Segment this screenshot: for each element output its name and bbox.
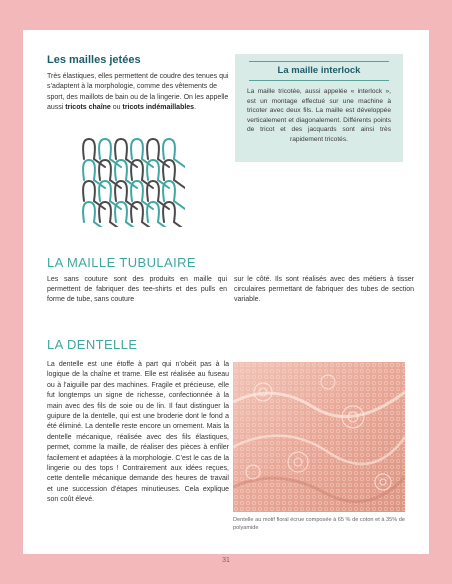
lace-fabric-photo — [233, 362, 405, 512]
section-body-mailles-jetees: Très élastiques, elles permettent de coudre des tenues qui s’adaptent à la morphologie, comme des vêtements de sport, des maillots de bain ou de la lingerie. On les appelle aussi tricots chaîne ou tricots indémaillables. — [47, 73, 229, 111]
tubulaire-text-right: sur le côté. Ils sont réalisés avec des métiers à tisser circulaires permettant de fabriquer des tubes de section variable. — [234, 276, 414, 303]
dentelle-body: La dentelle est une étoffe à part qui n’obéit pas à la logique de la chaîne et trame. Elle est réalisée au fuseau ou à l’aiguille par des machines. Fragile et précieuse, elle fut longtemps un signe de richesse, confectionnée à la main avec des fils de soie ou de lin. Il faut distinguer la guipure de la dentelle, qui est une broderie dont le fond a été éliminé. La dentelle reste encore un ornement. Mais la dentelle mécanique, réalisée avec des fils élastiques, permet, comme la maille, de réaliser des pièces à enfiler facilement et adaptées à la morphologie. C’est le cas de la lingerie ou des tops ! Contrairement aux idées reçues, cette dentelle mécanique demande des heures de travail et une succession d’étapes minutieuses. Cela explique son coût élevé. — [47, 361, 229, 504]
sidebar-body: La maille tricotée, aussi appelée « interlock », est un montage effectué sur une machine à tricoter avec deux fils. La maille est développée verticalement et diagonalement. Différents points de tricot et des jacquards sont ainsi très rapidement tricotés. — [247, 88, 391, 143]
section-title-mailles-jetees: Les mailles jetées — [47, 54, 141, 66]
sidebar-box-interlock — [235, 54, 403, 162]
book-page — [23, 30, 429, 554]
sidebar-rule-bottom — [249, 80, 389, 81]
warp-knit-diagram — [81, 135, 185, 227]
heading-maille-tubulaire: LA MAILLE TUBULAIRE — [47, 255, 196, 270]
photo-caption: Dentelle au motif floral écrue composée à 65 % de coton et à 35% de polyamide — [233, 517, 405, 531]
heading-dentelle: LA DENTELLE — [47, 337, 138, 352]
tubulaire-text-left: Les sans couture sont des produits en maille qui permettent de fabriquer des tee-shirts et des pulls en forme de tube, sans couture — [47, 276, 227, 303]
sidebar-title: La maille interlock — [277, 65, 361, 76]
page-number: 31 — [222, 557, 230, 564]
bold-term-tricots-indemaillables: tricots indémaillables — [122, 103, 195, 111]
bold-term-tricots-chaine: tricots chaîne — [65, 103, 111, 111]
